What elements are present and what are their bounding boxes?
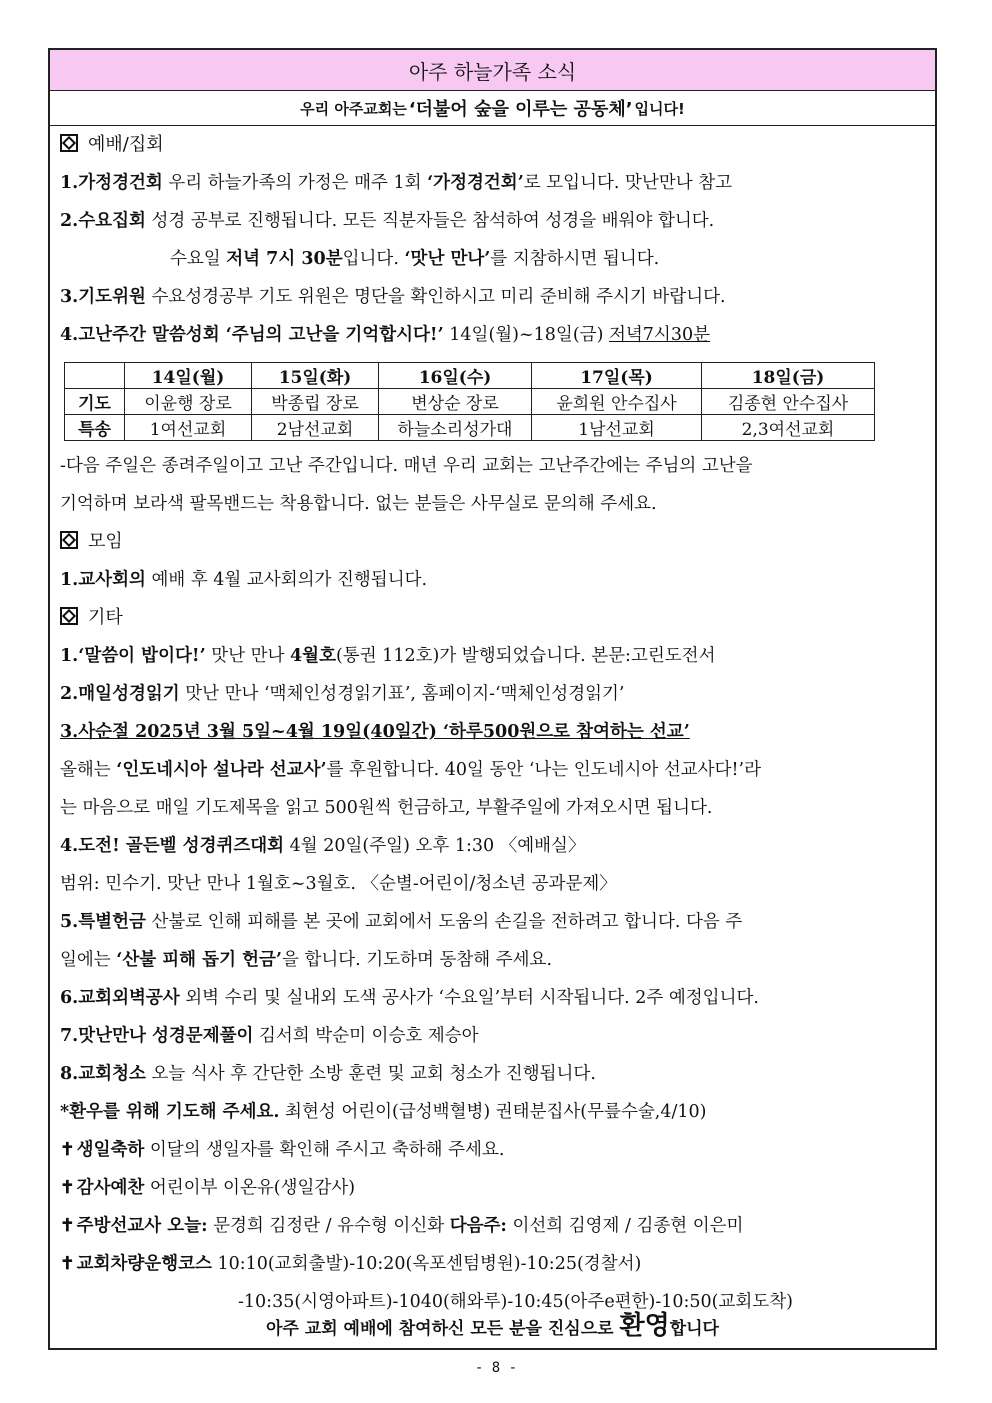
notice-special-offering-detail: 일에는 ‘산불 피해 돕기 헌금’을 합니다. 기도하며 동참해 주세요. [60, 950, 553, 970]
diamond-box-icon [60, 607, 78, 625]
section-heading-meetings: 모임 [60, 523, 925, 561]
notice-word-is-bread: 1.‘말씀이 밥이다!’ 맛난 만나 4월호(통권 112호)가 발행되었습니다. 본문:고린도전서 [60, 646, 716, 666]
bulletin-content [50, 126, 935, 1321]
table-corner-cell [65, 363, 125, 389]
table-header-row [65, 363, 875, 389]
table-header-cell: 17일(목) [532, 363, 702, 389]
notice-thanksgiving: ✝ 감사예찬 어린이부 이온유(생일감사) [60, 1178, 356, 1198]
notice-exterior-construction: 6.교회외벽공사 외벽 수리 및 실내외 도색 공사가 ‘수요일’부터 시작됩니다. 2주 예정입니다. [60, 988, 759, 1008]
notice-daily-bible-reading: 2.매일성경읽기 맛난 만나 ‘맥체인성경읽기표’, 홈페이지-‘맥체인성경읽기’ [60, 684, 625, 704]
passion-week-schedule-table [64, 362, 875, 441]
notice-special-offering: 5.특별헌금 산불로 인해 피해를 본 곳에 교회에서 도움의 손길을 전하려고 합니다. 다음 주 [60, 912, 743, 932]
notice-wednesday-time: 수요일 저녁 7시 30분입니다. ‘맛난 만나’를 지참하시면 됩니다. [170, 249, 660, 269]
notice-teachers-meeting: 1.교사회의 예배 후 4월 교사회의가 진행됩니다. [60, 570, 428, 590]
table-header-cell: 15일(화) [252, 363, 379, 389]
section-heading-other: 기타 [60, 599, 925, 637]
slogan-post: 입니다! [634, 99, 685, 118]
table-cell: 이윤행 장로 [125, 389, 252, 415]
notice-lent-mission-detail-1: 올해는 ‘인도네시아 설나라 선교사’를 후원합니다. 40일 동안 ‘나는 인도네시아 선교사다!’라 [60, 760, 761, 780]
notice-bible-quiz-winners: 7.맛난만나 성경문제풀이 김서희 박순미 이승호 제승아 [60, 1026, 479, 1046]
notice-bible-quiz-scope: 범위: 민수기. 맛난 만나 1월호~3월호. 〈순별-어린이/청소년 공과문제〉 [60, 874, 617, 894]
diamond-box-icon [60, 134, 78, 152]
notice-birthday: ✝ 생일축하 이달의 생일자를 확인해 주시고 축하해 주세요. [60, 1140, 505, 1160]
notice-lent-mission: 3.사순절 2025년 3월 5일~4월 19일(40일간) ‘하루500원으로 참여하는 선교’ [60, 722, 690, 742]
notice-vehicle-route-2: -10:35(시영아파트)-1040(해와루)-10:45(아주e편한)-10:50(교회도착) [238, 1292, 793, 1312]
notice-wednesday-service: 2.수요집회 성경 공부로 진행됩니다. 모든 직분자들은 참석하여 성경을 배워야 합니다. [60, 211, 715, 231]
cross-icon: ✝ [60, 1178, 75, 1198]
page-number: - 8 - [474, 1360, 518, 1376]
table-row-label: 특송 [65, 415, 125, 441]
table-cell: 2남선교회 [252, 415, 379, 441]
table-header-cell: 16일(수) [379, 363, 532, 389]
table-cell: 박종립 장로 [252, 389, 379, 415]
table-cell: 1여선교회 [125, 415, 252, 441]
notice-bible-quiz: 4.도전! 골든벨 성경퀴즈대회 4월 20일(주일) 오후 1:30 〈예배실〉 [60, 836, 586, 856]
table-header-cell: 18일(금) [702, 363, 875, 389]
notice-lent-mission-detail-2: 는 마음으로 매일 기도제목을 읽고 500원씩 헌금하고, 부활주일에 가져오시면 됩니다. [60, 798, 713, 818]
church-slogan [50, 91, 935, 126]
bulletin-page-frame [48, 48, 937, 1350]
notice-prayer-for-sick: *환우를 위해 기도해 주세요. 최현성 어린이(급성백혈병) 권태분집사(무릎수술,4/10) [60, 1102, 707, 1122]
table-header-cell: 14일(월) [125, 363, 252, 389]
notice-family-devotion: 1.가정경건회 우리 하늘가족의 가정은 매주 1회 ‘가정경건회’로 모입니다. 맛난만나 참고 [60, 173, 733, 193]
page-title: 아주 하늘가족 소식 [50, 50, 935, 91]
section-heading-worship: 예배/집회 [60, 126, 925, 164]
notice-prayer-committee: 3.기도위원 수요성경공부 기도 위원은 명단을 확인하시고 미리 준비해 주시기 바랍니다. [60, 287, 726, 307]
notice-passion-week: 4.고난주간 말씀성회 ‘주님의 고난을 기억합시다!’ 14일(월)~18일(금) 저녁7시30분 [60, 325, 710, 345]
notice-vehicle-route: ✝ 교회차량운행코스 10:10(교회출발)-10:20(옥포센텀병원)-10:25(경찰서) [60, 1254, 642, 1274]
closing-welcome-message: 아주 교회 예배에 참여하신 모든 분을 진심으로 환영합니다 [266, 1311, 719, 1341]
diamond-box-icon [60, 531, 78, 549]
notice-palm-sunday-1: -다음 주일은 종려주일이고 고난 주간입니다. 매년 우리 교회는 고난주간에는 주님의 고난을 [60, 456, 753, 476]
table-row [65, 389, 875, 415]
slogan-emphasis: ‘더불어 숲을 이루는 공동체’ [408, 99, 633, 120]
notice-kitchen-volunteers: ✝ 주방선교사 오늘: 문경희 김정란 / 유수형 이신화 다음주: 이선희 김영제 / 김종현 이은미 [60, 1216, 744, 1236]
table-cell: 윤희원 안수집사 [532, 389, 702, 415]
slogan-pre: 우리 아주교회는 [300, 99, 407, 118]
table-row-label: 기도 [65, 389, 125, 415]
table-cell: 2,3여선교회 [702, 415, 875, 441]
table-cell: 1남선교회 [532, 415, 702, 441]
table-row [65, 415, 875, 441]
table-cell: 변상순 장로 [379, 389, 532, 415]
cross-icon: ✝ [60, 1216, 75, 1236]
notice-church-cleaning: 8.교회청소 오늘 식사 후 간단한 소방 훈련 및 교회 청소가 진행됩니다. [60, 1064, 596, 1084]
cross-icon: ✝ [60, 1140, 75, 1160]
notice-palm-sunday-2: 기억하며 보라색 팔목밴드는 착용합니다. 없는 분들은 사무실로 문의해 주세요. [60, 494, 657, 514]
table-cell: 하늘소리성가대 [379, 415, 532, 441]
table-cell: 김종현 안수집사 [702, 389, 875, 415]
cross-icon: ✝ [60, 1254, 75, 1274]
